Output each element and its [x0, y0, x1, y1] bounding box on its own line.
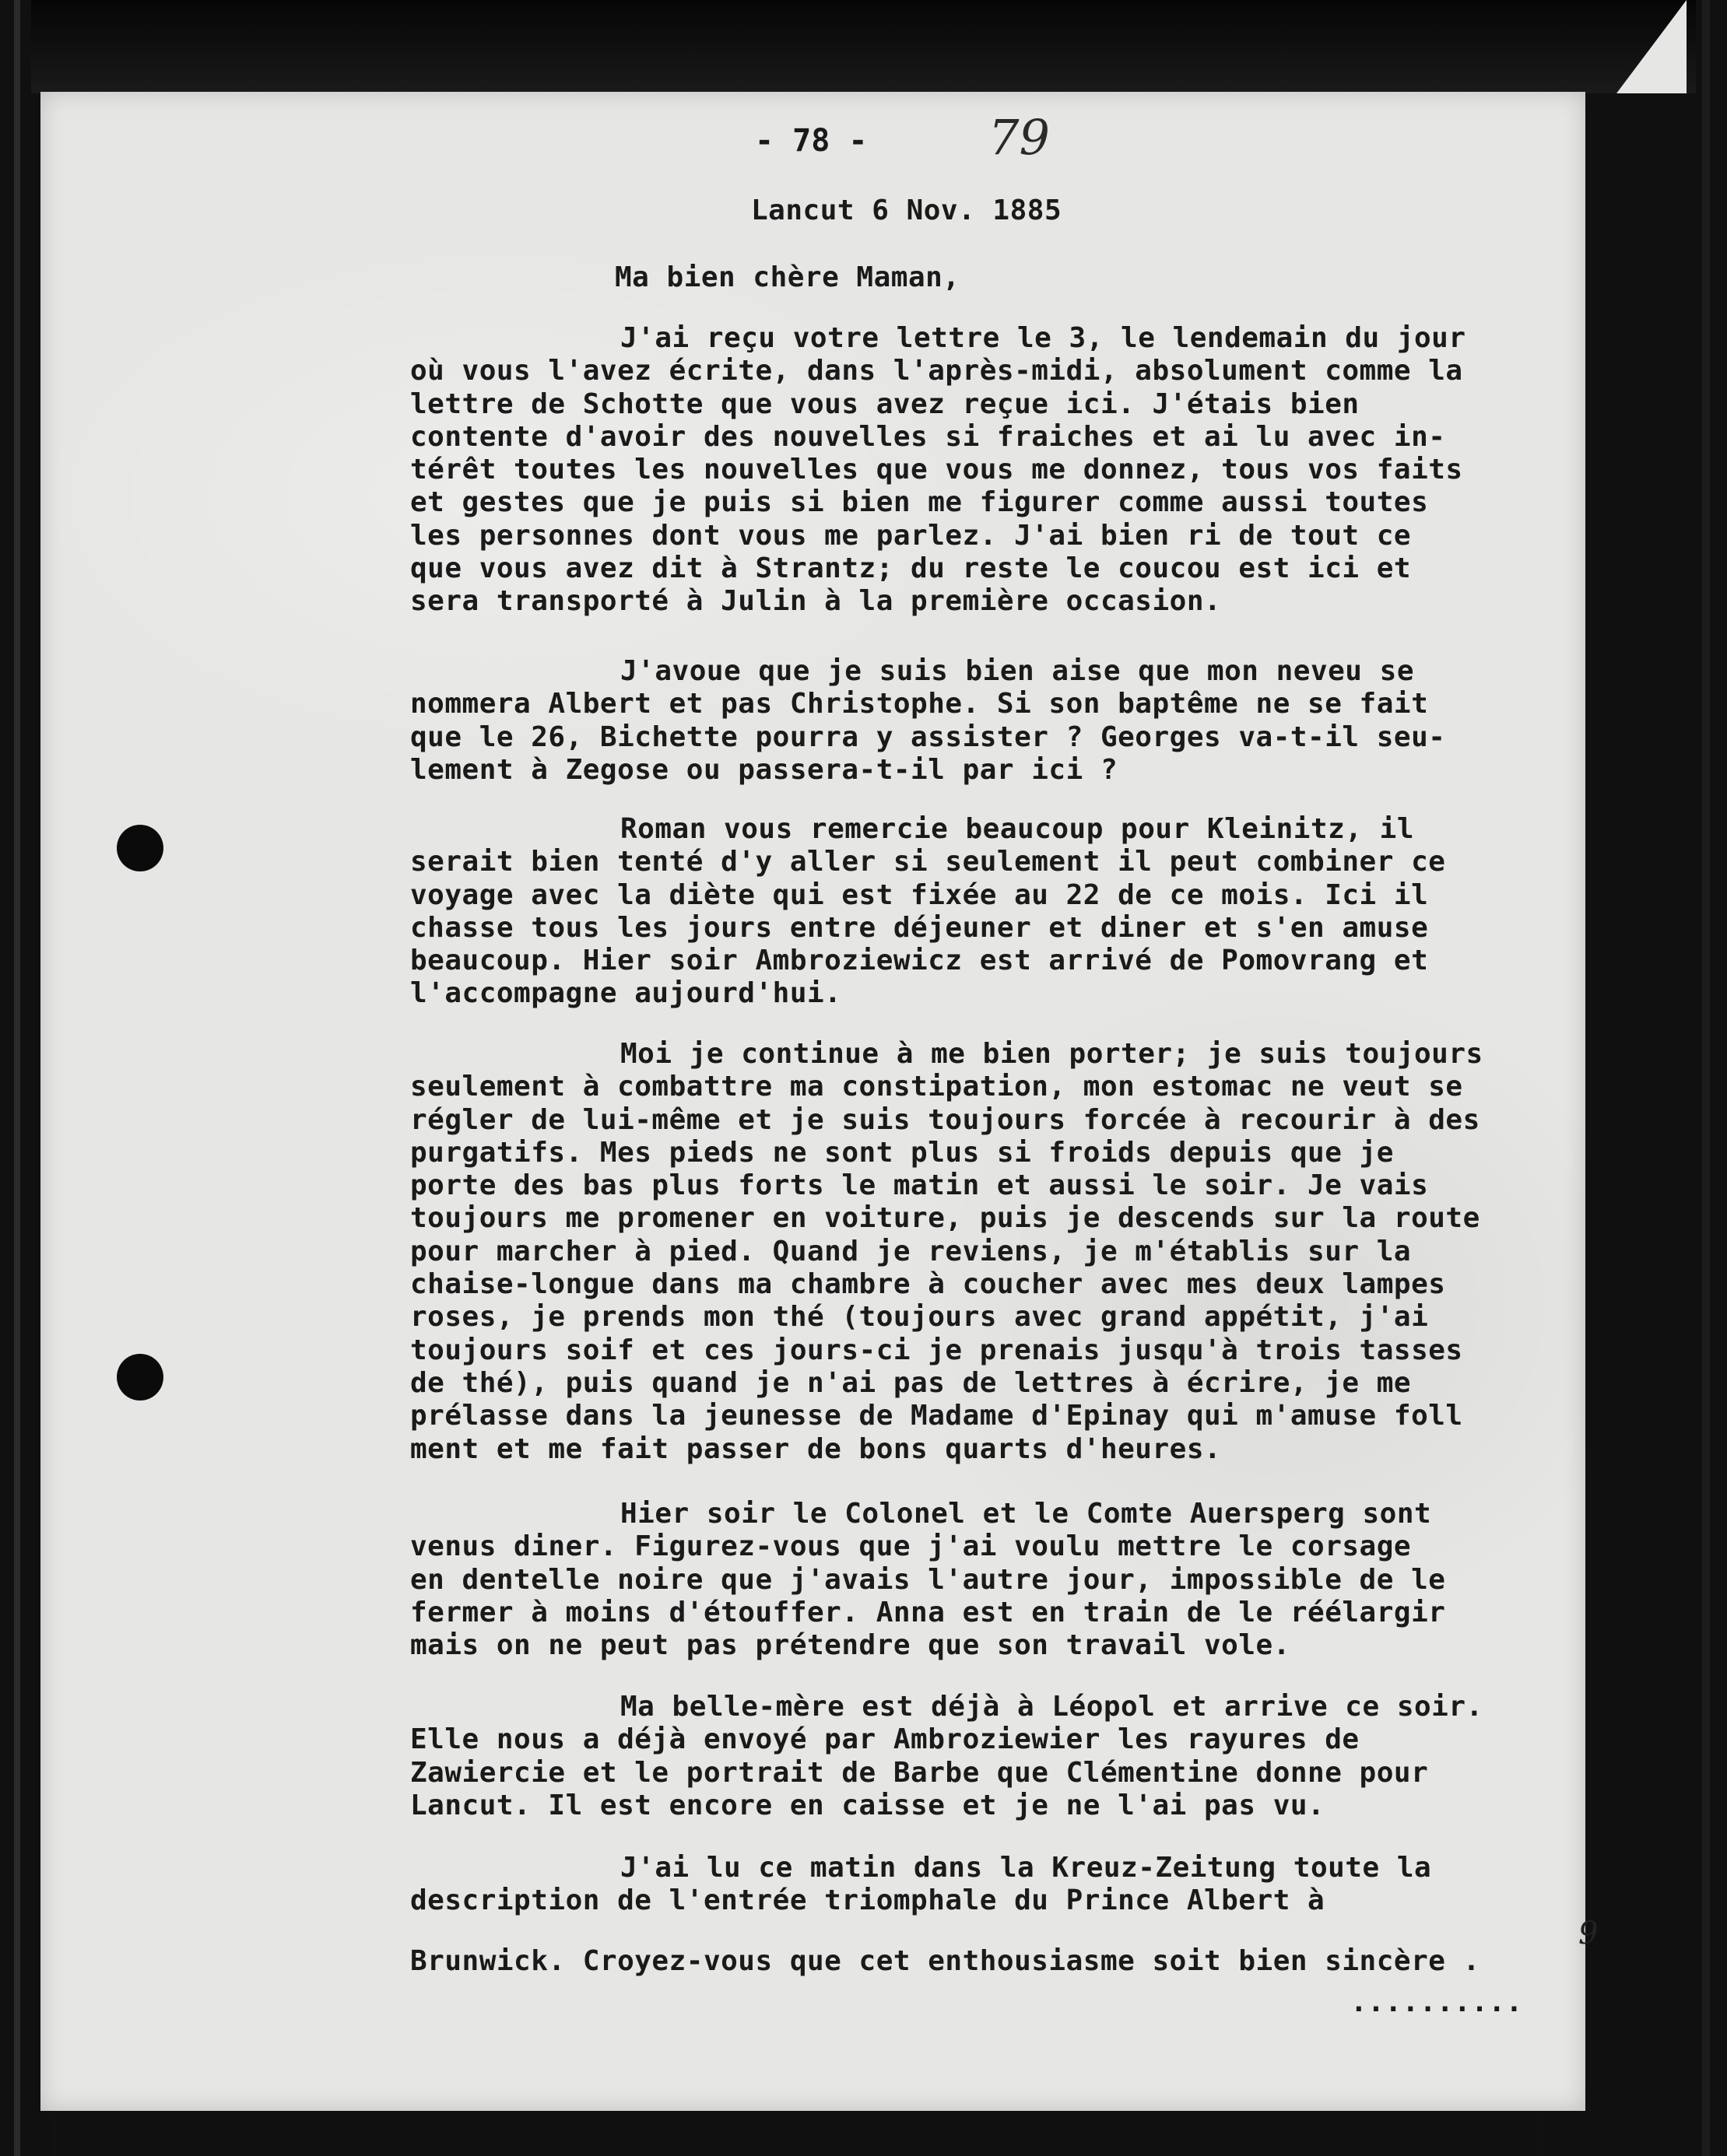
text-line: de thé), puis quand je n'ai pas de lettres à écrire, je me [410, 1366, 1412, 1399]
margin-annotation: 9 [1578, 1916, 1599, 1951]
text-line: Roman vous remercie beaucoup pour Kleinitz, il [620, 813, 1414, 845]
punch-hole-lower [117, 1354, 163, 1401]
text-line: et gestes que je puis si bien me figurer comme aussi toutes [410, 486, 1429, 519]
text-line: régler de lui-même et je suis toujours forcée à recourir à des [410, 1103, 1480, 1136]
page-number-handwritten: 79 [988, 109, 1050, 166]
text-line: sera transporté à Julin à la première occasion. [410, 585, 1222, 618]
paragraph-5 [410, 1498, 1609, 1662]
text-line: ment et me fait passer de bons quarts d'heures. [410, 1432, 1222, 1465]
paragraph-7 [410, 1852, 1609, 1918]
text-line: toujours me promener en voiture, puis je descends sur la route [410, 1202, 1480, 1235]
text-line: description de l'entrée triomphale du Prince Albert à [410, 1884, 1325, 1917]
text-line: serait bien tenté d'y aller si seulement il peut combiner ce [410, 846, 1446, 878]
text-line: où vous l'avez écrite, dans l'après-midi, absolument comme la [410, 355, 1463, 387]
text-line: chaise-longue dans ma chambre à coucher avec mes deux lampes [410, 1268, 1446, 1301]
text-line: venus diner. Figurez-vous que j'ai voulu mettre le corsage [410, 1530, 1412, 1563]
scan-left-edge [14, 0, 20, 2156]
paragraph-3 [410, 813, 1609, 1011]
text-line: Moi je continue à me bien porter; je suis toujours [620, 1038, 1483, 1070]
text-line: J'ai reçu votre lettre le 3, le lendemain du jour [620, 322, 1466, 354]
paragraph-6 [410, 1691, 1609, 1822]
closing-line: Brunwick. Croyez-vous que cet enthousiasme soit bien sincère . [410, 1945, 1480, 1977]
text-line: térêt toutes les nouvelles que vous me donnez, tous vos faits [410, 454, 1463, 486]
text-line: lettre de Schotte que vous avez reçue ici. J'étais bien [410, 387, 1360, 420]
text-line: J'avoue que je suis bien aise que mon neveu se [620, 655, 1414, 687]
text-line: nommera Albert et pas Christophe. Si son baptême ne se fait [410, 688, 1429, 720]
page-number-typed: - 78 - [755, 123, 868, 159]
text-line: Zawiercie et le portrait de Barbe que Clémentine donne pour [410, 1756, 1429, 1789]
letter-salutation: Ma bien chère Maman, [615, 261, 960, 293]
text-line: toujours soif et ces jours-ci je prenais jusqu'à trois tasses [410, 1334, 1463, 1366]
text-line: les personnes dont vous me parlez. J'ai bien ri de tout ce [410, 519, 1412, 552]
text-line: lement à Zegose ou passera-t-il par ici ? [410, 753, 1118, 786]
text-line: Elle nous a déjà envoyé par Ambroziewier les rayures de [410, 1723, 1360, 1756]
paragraph-4 [410, 1038, 1609, 1466]
scan-right-edge [1702, 0, 1710, 2156]
text-line: chasse tous les jours entre déjeuner et diner et s'en amuse [410, 911, 1429, 944]
text-line: Hier soir le Colonel et le Comte Auersperg sont [620, 1498, 1432, 1530]
text-line: pour marcher à pied. Quand je reviens, je m'établis sur la [410, 1235, 1412, 1267]
text-line: voyage avec la diète qui est fixée au 22 de ce mois. Ici il [410, 878, 1429, 911]
text-line: J'ai lu ce matin dans la Kreuz-Zeitung toute la [620, 1852, 1432, 1884]
paragraph-2 [410, 655, 1609, 787]
text-line: que le 26, Bichette pourra y assister ? Georges va-t-il seu- [410, 720, 1446, 753]
letter-dateline: Lancut 6 Nov. 1885 [751, 195, 1062, 226]
punch-hole-upper [117, 825, 163, 871]
bottom-mark-right [1537, 2116, 1540, 2156]
text-line: mais on ne peut pas prétendre que son travail vole. [410, 1629, 1290, 1662]
paragraph-1 [410, 322, 1609, 619]
scan-top-border [31, 0, 1696, 93]
text-line: Lancut. Il est encore en caisse et je ne l'ai pas vu. [410, 1789, 1325, 1821]
text-line: seulement à combattre ma constipation, mon estomac ne veut se [410, 1071, 1463, 1103]
text-line: purgatifs. Mes pieds ne sont plus si froids depuis que je [410, 1136, 1394, 1169]
text-line: prélasse dans la jeunesse de Madame d'Epinay qui m'amuse foll [410, 1400, 1463, 1432]
ellipsis-dots: .......... [1350, 1986, 1523, 2018]
text-line: Ma belle-mère est déjà à Léopol et arrive ce soir. [620, 1691, 1483, 1723]
text-line: que vous avez dit à Strantz; du reste le coucou est ici et [410, 552, 1412, 585]
text-line: en dentelle noire que j'avais l'autre jour, impossible de le [410, 1563, 1446, 1596]
bottom-mark-left [53, 2116, 56, 2156]
text-line: porte des bas plus forts le matin et aussi le soir. Je vais [410, 1169, 1429, 1202]
text-line: fermer à moins d'étouffer. Anna est en train de le réélargir [410, 1596, 1446, 1628]
text-line: contente d'avoir des nouvelles si fraiches et ai lu avec in- [410, 420, 1446, 453]
text-line: l'accompagne aujourd'hui. [410, 977, 842, 1010]
text-line: beaucoup. Hier soir Ambroziewicz est arrivé de Pomovrang et [410, 945, 1429, 977]
text-line: roses, je prends mon thé (toujours avec grand appétit, j'ai [410, 1301, 1429, 1334]
